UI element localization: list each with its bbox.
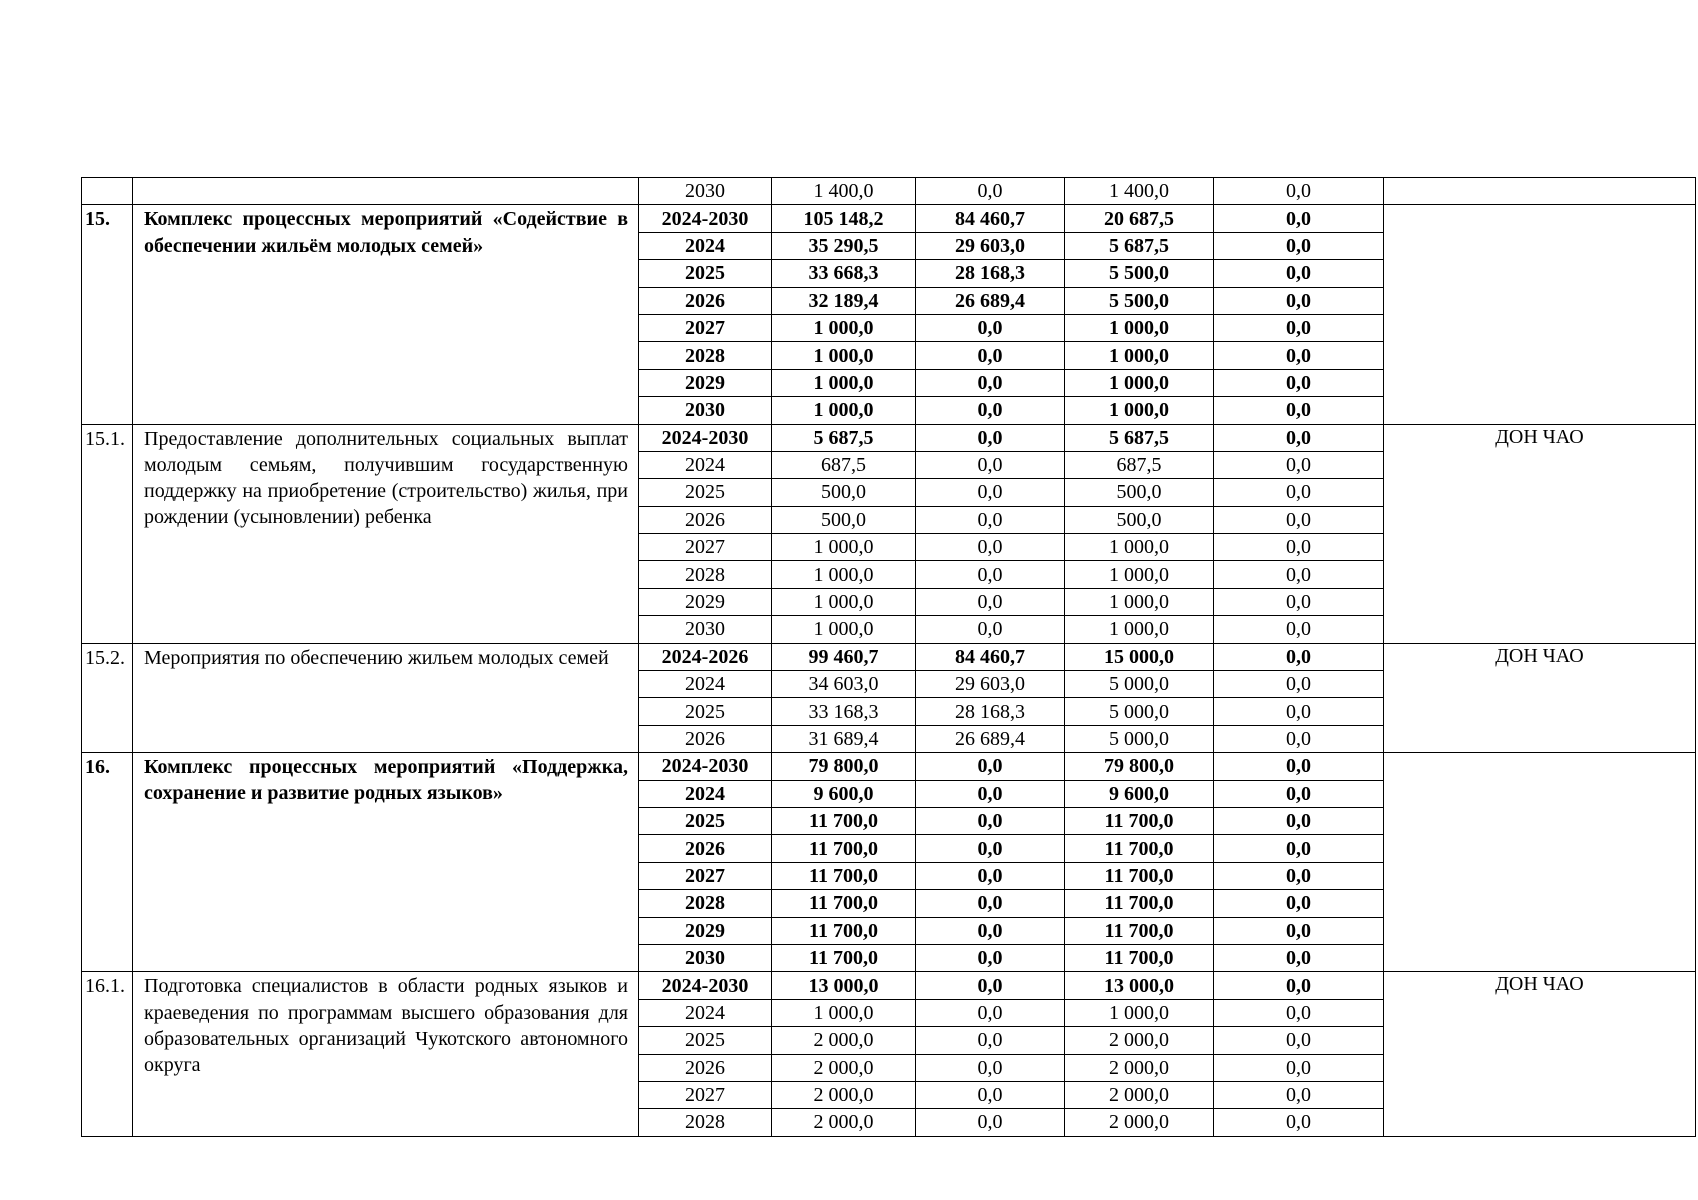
regional-budget-cell: 1 000,0 — [1065, 397, 1214, 424]
year-cell: 2024-2030 — [639, 753, 772, 780]
regional-budget-cell: 11 700,0 — [1065, 835, 1214, 862]
other-sources-cell: 0,0 — [1214, 260, 1384, 287]
row-number-cell: 15.2. — [82, 643, 133, 753]
total-cell: 33 168,3 — [772, 698, 916, 725]
activity-name-cell: Комплекс процессных мероприятий «Содействие в обеспечении жильём молодых семей» — [133, 205, 639, 424]
federal-budget-cell: 26 689,4 — [916, 725, 1065, 752]
year-cell: 2024-2030 — [639, 972, 772, 999]
table-row — [82, 178, 1696, 205]
federal-budget-cell: 0,0 — [916, 178, 1065, 205]
total-cell: 105 148,2 — [772, 205, 916, 232]
federal-budget-cell: 0,0 — [916, 342, 1065, 369]
regional-budget-cell: 9 600,0 — [1065, 780, 1214, 807]
year-cell: 2030 — [639, 178, 772, 205]
regional-budget-cell: 1 000,0 — [1065, 561, 1214, 588]
other-sources-cell: 0,0 — [1214, 835, 1384, 862]
regional-budget-cell: 5 687,5 — [1065, 424, 1214, 451]
total-cell: 99 460,7 — [772, 643, 916, 670]
total-cell: 35 290,5 — [772, 232, 916, 259]
federal-budget-cell: 84 460,7 — [916, 643, 1065, 670]
budget-table — [81, 177, 1696, 1137]
year-cell: 2029 — [639, 588, 772, 615]
other-sources-cell: 0,0 — [1214, 506, 1384, 533]
activity-name-cell: Комплекс процессных мероприятий «Поддержка, сохранение и развитие родных языков» — [133, 753, 639, 972]
regional-budget-cell: 15 000,0 — [1065, 643, 1214, 670]
other-sources-cell: 0,0 — [1214, 917, 1384, 944]
row-number-cell: 16.1. — [82, 972, 133, 1136]
year-cell: 2024-2030 — [639, 424, 772, 451]
regional-budget-cell: 11 700,0 — [1065, 862, 1214, 889]
other-sources-cell: 0,0 — [1214, 479, 1384, 506]
other-sources-cell: 0,0 — [1214, 287, 1384, 314]
total-cell: 1 000,0 — [772, 999, 916, 1026]
regional-budget-cell: 2 000,0 — [1065, 1081, 1214, 1108]
regional-budget-cell: 2 000,0 — [1065, 1054, 1214, 1081]
year-cell: 2026 — [639, 506, 772, 533]
federal-budget-cell: 0,0 — [916, 397, 1065, 424]
year-cell: 2024 — [639, 780, 772, 807]
table-row — [82, 753, 1696, 780]
regional-budget-cell: 687,5 — [1065, 451, 1214, 478]
regional-budget-cell: 1 000,0 — [1065, 616, 1214, 643]
other-sources-cell: 0,0 — [1214, 1109, 1384, 1136]
total-cell: 1 000,0 — [772, 616, 916, 643]
other-sources-cell: 0,0 — [1214, 205, 1384, 232]
regional-budget-cell: 5 687,5 — [1065, 232, 1214, 259]
executor-cell — [1384, 205, 1696, 424]
federal-budget-cell: 0,0 — [916, 369, 1065, 396]
regional-budget-cell: 1 000,0 — [1065, 999, 1214, 1026]
other-sources-cell: 0,0 — [1214, 890, 1384, 917]
table-row — [82, 424, 1696, 451]
total-cell: 32 189,4 — [772, 287, 916, 314]
regional-budget-cell: 2 000,0 — [1065, 1109, 1214, 1136]
federal-budget-cell: 0,0 — [916, 314, 1065, 341]
federal-budget-cell: 26 689,4 — [916, 287, 1065, 314]
year-cell: 2027 — [639, 314, 772, 341]
executor-cell — [1384, 178, 1696, 205]
year-cell: 2030 — [639, 616, 772, 643]
federal-budget-cell: 28 168,3 — [916, 260, 1065, 287]
federal-budget-cell: 0,0 — [916, 807, 1065, 834]
year-cell: 2027 — [639, 862, 772, 889]
federal-budget-cell: 84 460,7 — [916, 205, 1065, 232]
other-sources-cell: 0,0 — [1214, 397, 1384, 424]
total-cell: 11 700,0 — [772, 835, 916, 862]
year-cell: 2029 — [639, 369, 772, 396]
total-cell: 500,0 — [772, 479, 916, 506]
total-cell: 1 000,0 — [772, 534, 916, 561]
other-sources-cell: 0,0 — [1214, 588, 1384, 615]
other-sources-cell: 0,0 — [1214, 1054, 1384, 1081]
federal-budget-cell: 0,0 — [916, 534, 1065, 561]
total-cell: 34 603,0 — [772, 671, 916, 698]
year-cell: 2024 — [639, 671, 772, 698]
year-cell: 2028 — [639, 342, 772, 369]
other-sources-cell: 0,0 — [1214, 342, 1384, 369]
federal-budget-cell: 0,0 — [916, 451, 1065, 478]
regional-budget-cell: 1 000,0 — [1065, 588, 1214, 615]
total-cell: 11 700,0 — [772, 944, 916, 971]
total-cell: 2 000,0 — [772, 1027, 916, 1054]
regional-budget-cell: 5 500,0 — [1065, 287, 1214, 314]
year-cell: 2030 — [639, 397, 772, 424]
other-sources-cell: 0,0 — [1214, 561, 1384, 588]
total-cell: 1 000,0 — [772, 561, 916, 588]
other-sources-cell: 0,0 — [1214, 972, 1384, 999]
regional-budget-cell: 79 800,0 — [1065, 753, 1214, 780]
federal-budget-cell: 0,0 — [916, 890, 1065, 917]
federal-budget-cell: 0,0 — [916, 753, 1065, 780]
total-cell: 2 000,0 — [772, 1109, 916, 1136]
table-row — [82, 643, 1696, 670]
other-sources-cell: 0,0 — [1214, 424, 1384, 451]
activity-name-cell: Подготовка специалистов в области родных языков и краеведения по программам высшего образования для образовательных организаций Чукотского автономного округа — [133, 972, 639, 1136]
year-cell: 2026 — [639, 287, 772, 314]
regional-budget-cell: 5 000,0 — [1065, 698, 1214, 725]
regional-budget-cell: 500,0 — [1065, 479, 1214, 506]
executor-cell — [1384, 753, 1696, 972]
federal-budget-cell: 0,0 — [916, 1054, 1065, 1081]
total-cell: 2 000,0 — [772, 1081, 916, 1108]
year-cell: 2025 — [639, 698, 772, 725]
year-cell: 2024 — [639, 232, 772, 259]
federal-budget-cell: 0,0 — [916, 506, 1065, 533]
total-cell: 31 689,4 — [772, 725, 916, 752]
executor-cell: ДОН ЧАО — [1384, 972, 1696, 1136]
other-sources-cell: 0,0 — [1214, 451, 1384, 478]
regional-budget-cell: 5 000,0 — [1065, 725, 1214, 752]
total-cell: 33 668,3 — [772, 260, 916, 287]
row-number-cell — [82, 178, 133, 205]
other-sources-cell: 0,0 — [1214, 725, 1384, 752]
total-cell: 11 700,0 — [772, 862, 916, 889]
regional-budget-cell: 13 000,0 — [1065, 972, 1214, 999]
federal-budget-cell: 0,0 — [916, 835, 1065, 862]
other-sources-cell: 0,0 — [1214, 753, 1384, 780]
row-number-cell: 15. — [82, 205, 133, 424]
federal-budget-cell: 0,0 — [916, 917, 1065, 944]
federal-budget-cell: 0,0 — [916, 1081, 1065, 1108]
budget-table-body — [82, 178, 1696, 1137]
regional-budget-cell: 1 400,0 — [1065, 178, 1214, 205]
federal-budget-cell: 0,0 — [916, 616, 1065, 643]
table-row — [82, 972, 1696, 999]
year-cell: 2025 — [639, 260, 772, 287]
total-cell: 2 000,0 — [772, 1054, 916, 1081]
total-cell: 1 400,0 — [772, 178, 916, 205]
other-sources-cell: 0,0 — [1214, 944, 1384, 971]
year-cell: 2028 — [639, 1109, 772, 1136]
other-sources-cell: 0,0 — [1214, 698, 1384, 725]
total-cell: 500,0 — [772, 506, 916, 533]
regional-budget-cell: 1 000,0 — [1065, 534, 1214, 561]
year-cell: 2026 — [639, 725, 772, 752]
year-cell: 2027 — [639, 534, 772, 561]
other-sources-cell: 0,0 — [1214, 232, 1384, 259]
activity-name-cell — [133, 178, 639, 205]
total-cell: 1 000,0 — [772, 397, 916, 424]
federal-budget-cell: 0,0 — [916, 972, 1065, 999]
row-number-cell: 16. — [82, 753, 133, 972]
regional-budget-cell: 1 000,0 — [1065, 342, 1214, 369]
other-sources-cell: 0,0 — [1214, 314, 1384, 341]
year-cell: 2030 — [639, 944, 772, 971]
regional-budget-cell: 1 000,0 — [1065, 369, 1214, 396]
regional-budget-cell: 1 000,0 — [1065, 314, 1214, 341]
other-sources-cell: 0,0 — [1214, 369, 1384, 396]
total-cell: 1 000,0 — [772, 342, 916, 369]
table-row — [82, 205, 1696, 232]
federal-budget-cell: 0,0 — [916, 780, 1065, 807]
executor-cell: ДОН ЧАО — [1384, 424, 1696, 643]
total-cell: 79 800,0 — [772, 753, 916, 780]
total-cell: 1 000,0 — [772, 314, 916, 341]
year-cell: 2024-2030 — [639, 205, 772, 232]
regional-budget-cell: 11 700,0 — [1065, 944, 1214, 971]
total-cell: 11 700,0 — [772, 917, 916, 944]
other-sources-cell: 0,0 — [1214, 671, 1384, 698]
total-cell: 13 000,0 — [772, 972, 916, 999]
total-cell: 1 000,0 — [772, 588, 916, 615]
federal-budget-cell: 0,0 — [916, 862, 1065, 889]
federal-budget-cell: 0,0 — [916, 588, 1065, 615]
executor-cell: ДОН ЧАО — [1384, 643, 1696, 753]
regional-budget-cell: 2 000,0 — [1065, 1027, 1214, 1054]
federal-budget-cell: 0,0 — [916, 424, 1065, 451]
other-sources-cell: 0,0 — [1214, 534, 1384, 561]
total-cell: 9 600,0 — [772, 780, 916, 807]
federal-budget-cell: 28 168,3 — [916, 698, 1065, 725]
total-cell: 1 000,0 — [772, 369, 916, 396]
year-cell: 2026 — [639, 835, 772, 862]
regional-budget-cell: 500,0 — [1065, 506, 1214, 533]
year-cell: 2024 — [639, 451, 772, 478]
year-cell: 2025 — [639, 479, 772, 506]
total-cell: 11 700,0 — [772, 890, 916, 917]
activity-name-cell: Предоставление дополнительных социальных выплат молодым семьям, получившим государственную поддержку на приобретение (строительство) жилья, при рождении (усыновлении) ребенка — [133, 424, 639, 643]
other-sources-cell: 0,0 — [1214, 1081, 1384, 1108]
federal-budget-cell: 0,0 — [916, 1027, 1065, 1054]
other-sources-cell: 0,0 — [1214, 616, 1384, 643]
regional-budget-cell: 20 687,5 — [1065, 205, 1214, 232]
year-cell: 2028 — [639, 890, 772, 917]
federal-budget-cell: 29 603,0 — [916, 232, 1065, 259]
other-sources-cell: 0,0 — [1214, 999, 1384, 1026]
other-sources-cell: 0,0 — [1214, 643, 1384, 670]
activity-name-cell: Мероприятия по обеспечению жильем молодых семей — [133, 643, 639, 753]
federal-budget-cell: 29 603,0 — [916, 671, 1065, 698]
federal-budget-cell: 0,0 — [916, 1109, 1065, 1136]
year-cell: 2028 — [639, 561, 772, 588]
year-cell: 2025 — [639, 1027, 772, 1054]
other-sources-cell: 0,0 — [1214, 1027, 1384, 1054]
total-cell: 687,5 — [772, 451, 916, 478]
other-sources-cell: 0,0 — [1214, 178, 1384, 205]
other-sources-cell: 0,0 — [1214, 780, 1384, 807]
year-cell: 2024-2026 — [639, 643, 772, 670]
regional-budget-cell: 5 500,0 — [1065, 260, 1214, 287]
year-cell: 2026 — [639, 1054, 772, 1081]
other-sources-cell: 0,0 — [1214, 862, 1384, 889]
year-cell: 2027 — [639, 1081, 772, 1108]
total-cell: 11 700,0 — [772, 807, 916, 834]
regional-budget-cell: 11 700,0 — [1065, 917, 1214, 944]
year-cell: 2024 — [639, 999, 772, 1026]
regional-budget-cell: 11 700,0 — [1065, 807, 1214, 834]
federal-budget-cell: 0,0 — [916, 561, 1065, 588]
federal-budget-cell: 0,0 — [916, 999, 1065, 1026]
total-cell: 5 687,5 — [772, 424, 916, 451]
regional-budget-cell: 11 700,0 — [1065, 890, 1214, 917]
other-sources-cell: 0,0 — [1214, 807, 1384, 834]
federal-budget-cell: 0,0 — [916, 944, 1065, 971]
year-cell: 2029 — [639, 917, 772, 944]
year-cell: 2025 — [639, 807, 772, 834]
regional-budget-cell: 5 000,0 — [1065, 671, 1214, 698]
federal-budget-cell: 0,0 — [916, 479, 1065, 506]
row-number-cell: 15.1. — [82, 424, 133, 643]
